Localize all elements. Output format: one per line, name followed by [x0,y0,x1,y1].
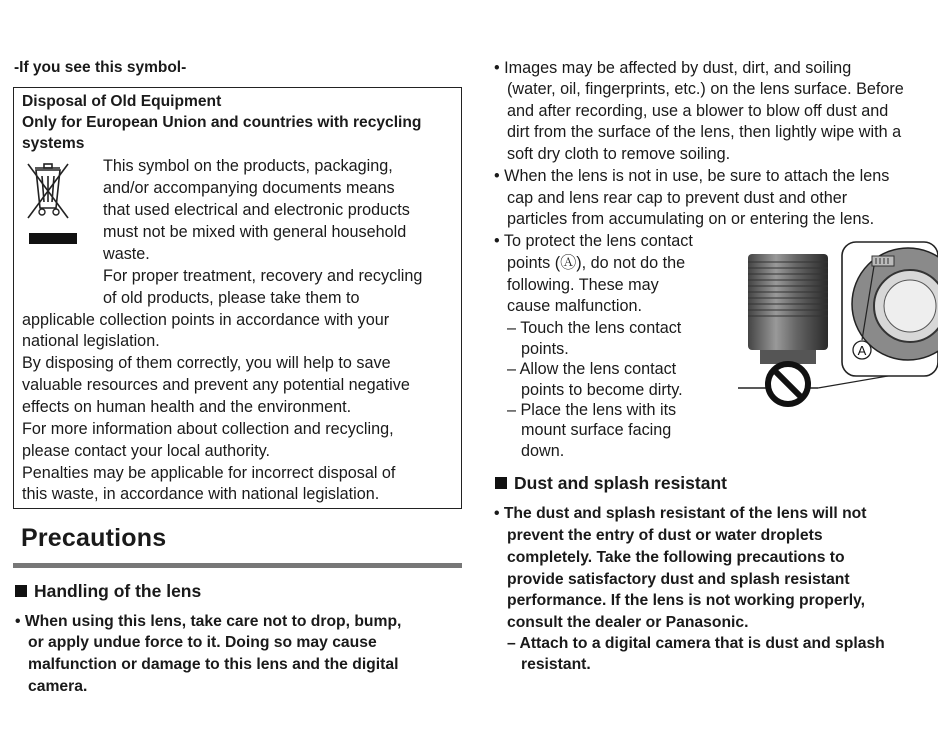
contact-sub-item: – Allow the lens contact [507,360,677,378]
handling-text-line: camera. [28,678,88,695]
disposal-text-line: By disposing of them correctly, you will help to save [22,354,391,372]
disposal-title: Disposal of Old Equipment [22,93,222,110]
dust-bullet-line: soft dry cloth to remove soiling. [507,145,731,163]
contact-bullet-line: following. These may [507,276,659,294]
bin-underline-bar [29,233,77,244]
cap-bullet-line: • When the lens is not in use, be sure to attach the lens [494,167,890,185]
disposal-text-line: effects on human health and the environment. [22,398,352,416]
precautions-divider [13,563,462,568]
disposal-text-line: Penalties may be applicable for incorrect disposal of [22,464,396,482]
disposal-text-line: and/or accompanying documents means [103,179,395,197]
splash-text-line: • The dust and splash resistant of the lens will not [494,505,867,522]
intro-heading: -If you see this symbol- [14,59,187,76]
handling-heading [15,581,201,603]
disposal-subtitle-line: systems [22,135,85,152]
disposal-text-line: For more information about collection and recycling, [22,420,394,438]
dust-bullet-line: • Images may be affected by dust, dirt, and soiling [494,59,852,77]
splash-text-line: provide satisfactory dust and splash resistant [507,571,850,588]
splash-text-line: completely. Take the following precautions to [507,549,845,566]
lens-mount-illustration [738,240,938,412]
dust-splash-heading [495,473,727,495]
contact-sub-item: down. [521,442,565,460]
splash-text-line: performance. If the lens is not working properly, [507,592,865,609]
handling-text-line: malfunction or damage to this lens and the digital [28,656,399,673]
handling-heading-label: Handling of the lens [34,581,202,601]
disposal-subtitle-line: Only for European Union and countries with recycling [22,114,422,131]
disposal-notice-box [13,87,462,509]
square-bullet-icon [15,585,27,597]
contact-bullet-line: • To protect the lens contact [494,232,693,250]
splash-text-line: prevent the entry of dust or water droplets [507,527,823,544]
splash-sub-item: resistant. [521,656,591,673]
disposal-text-line: national legislation. [22,332,160,350]
precautions-title: Precautions [21,524,167,552]
contact-sub-item: mount surface facing [521,421,672,439]
splash-text-line: consult the dealer or Panasonic. [507,614,749,631]
crossed-out-bin-icon [26,162,70,226]
handling-text-line: • When using this lens, take care not to drop, bump, [15,613,402,630]
figure-label-a: A [857,343,867,358]
contact-sub-item: – Place the lens with its [507,401,677,419]
dust-bullet-line: (water, oil, fingerprints, etc.) on the lens surface. Before [507,80,904,98]
disposal-text-line: must not be mixed with general household [103,223,407,241]
cap-bullet-line: particles from accumulating on or entering the lens. [507,210,875,228]
contact-bullet-line: points (Ⓐ), do not do the [507,254,686,272]
disposal-text-line: valuable resources and prevent any potential negative [22,376,410,394]
disposal-text-line: of old products, please take them to [103,289,360,307]
dust-bullet-line: dirt from the surface of the lens, then lightly wipe with a [507,123,902,141]
disposal-text-line: applicable collection points in accordance with your [22,311,390,329]
dust-splash-heading-label: Dust and splash resistant [514,473,727,493]
splash-sub-item: – Attach to a digital camera that is dust and splash [507,635,885,652]
handling-text-line: or apply undue force to it. Doing so may cause [28,634,377,651]
cap-bullet-line: cap and lens rear cap to prevent dust and other [507,189,848,207]
contact-bullet-line: cause malfunction. [507,297,642,315]
disposal-text-line: This symbol on the products, packaging, [103,157,393,175]
disposal-text-line: please contact your local authority. [22,442,271,460]
disposal-text-line: waste. [103,245,150,263]
square-bullet-icon [495,477,507,489]
contact-sub-item: points. [521,340,569,358]
disposal-text-line: that used electrical and electronic products [103,201,410,219]
contact-sub-item: – Touch the lens contact [507,319,682,337]
disposal-text-line: this waste, in accordance with national legislation. [22,485,380,503]
disposal-text-line: For proper treatment, recovery and recycling [103,267,423,285]
dust-bullet-line: and after recording, use a blower to blow off dust and [507,102,889,120]
contact-sub-item: points to become dirty. [521,381,683,399]
